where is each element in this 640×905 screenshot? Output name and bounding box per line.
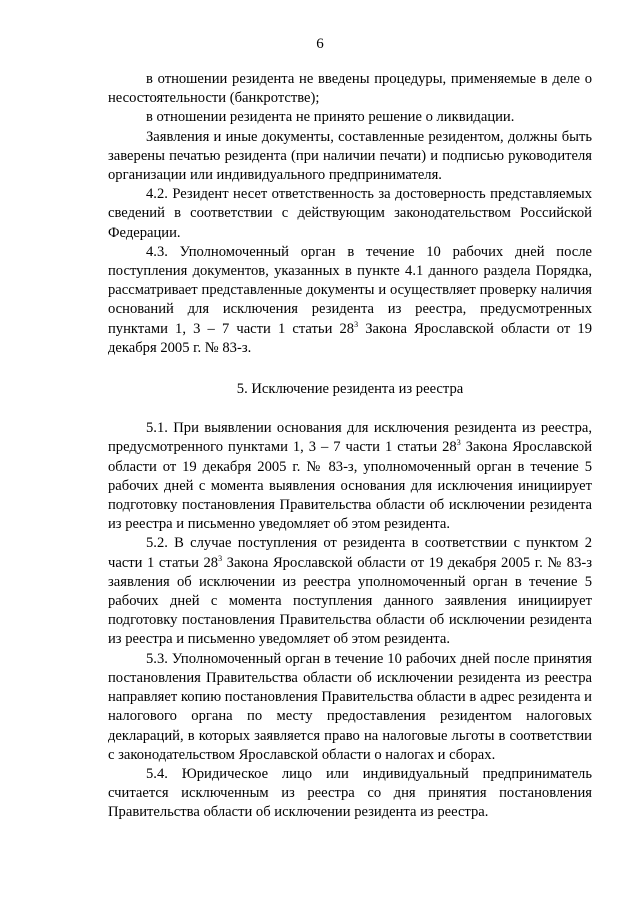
page-number: 6 (316, 36, 324, 52)
paragraph-4-3-text: 4.3. Уполномоченный орган в течение 10 рабочих дней после поступления документов, указанных в пункте 4.1 данного раздела Порядка, рассматривает представленные документы и осуществляет проверку наличия оснований для исключения резидента из реестра, предусмотренных пунктами 1, 3 – 7 части 1 статьи 28 (108, 243, 592, 337)
paragraph-bankruptcy: в отношении резидента не введены процедуры, применяемые в деле о несостоятельности (банкротстве); (108, 71, 592, 107)
paragraph-5-1 (108, 419, 592, 534)
superscript-3: 3 (456, 438, 461, 448)
paragraph-liquidation: в отношении резидента не принято решение о ликвидации. (146, 109, 515, 126)
paragraph-4-2: 4.2. Резидент несет ответственность за достоверность представляемых сведений в соответствии с действующим законодательством Российской Федерации. (108, 186, 592, 241)
paragraph-5-1-text: 5.1. При выявлении основания для исключения резидента из реестра, предусмотренного пунктами 1, 3 – 7 части 1 статьи 28 (108, 420, 592, 456)
paragraph-5-2-text: 5.2. В случае поступления от резидента в соответствии с пунктом 2 части 1 статьи 28 (108, 535, 592, 571)
paragraph-5-4: 5.4. Юридическое лицо или индивидуальный предприниматель считается исключенным из реестра со дня принятия постановления Правительства области об исключении резидента из реестра. (108, 765, 592, 821)
paragraph-documents-seal: Заявления и иные документы, составленные резидентом, должны быть заверены печатью резидента (при наличии печати) и подписью руководителя организации или индивидуального предпринимателя. (108, 128, 592, 184)
paragraph-5-2-text-end: Закона Ярославской области от 19 декабря 2005 г. № 83-з заявления об исключении из реестра уполномоченный орган в течение 5 рабочих дней с момента поступления данного заявления инициирует подготовку постановления Правительства области об исключении резидента из реестра и письменно уведомляет об этом резидента. (108, 554, 593, 648)
section-heading: 5. Исключение резидента из реестра (236, 381, 464, 398)
paragraph-5-1-text-end: Закона Ярославской области от 19 декабря 2005 г. № 83-з, уполномоченный орган в течение 5 рабочих дней с момента выявления основания для исключения инициирует подготовку постановления Правительства области об исключении резидента из реестра и письменно уведомляет об этом резидента. (108, 439, 593, 533)
superscript-3: 3 (354, 319, 359, 329)
paragraph-4-3-text-end: Закона Ярославской области от 19 декабря 2005 г. № 83-з. (108, 320, 592, 356)
paragraph-5-3: 5.3. Уполномоченный орган в течение 10 рабочих дней после принятия постановления Правительства области об исключении резидента из реестра направляет копию постановления Правительства области в адрес резидента и налогового органа по месту предоставления резидентом налоговых деклараций, в которых заявляется право на налоговые льготы в соответствии с законодательством Ярославской области о налогах и сборах. (108, 650, 592, 763)
document-body (108, 70, 592, 823)
paragraph-4-3 (108, 243, 592, 358)
paragraph-5-2 (108, 534, 592, 649)
superscript-3: 3 (218, 553, 223, 563)
